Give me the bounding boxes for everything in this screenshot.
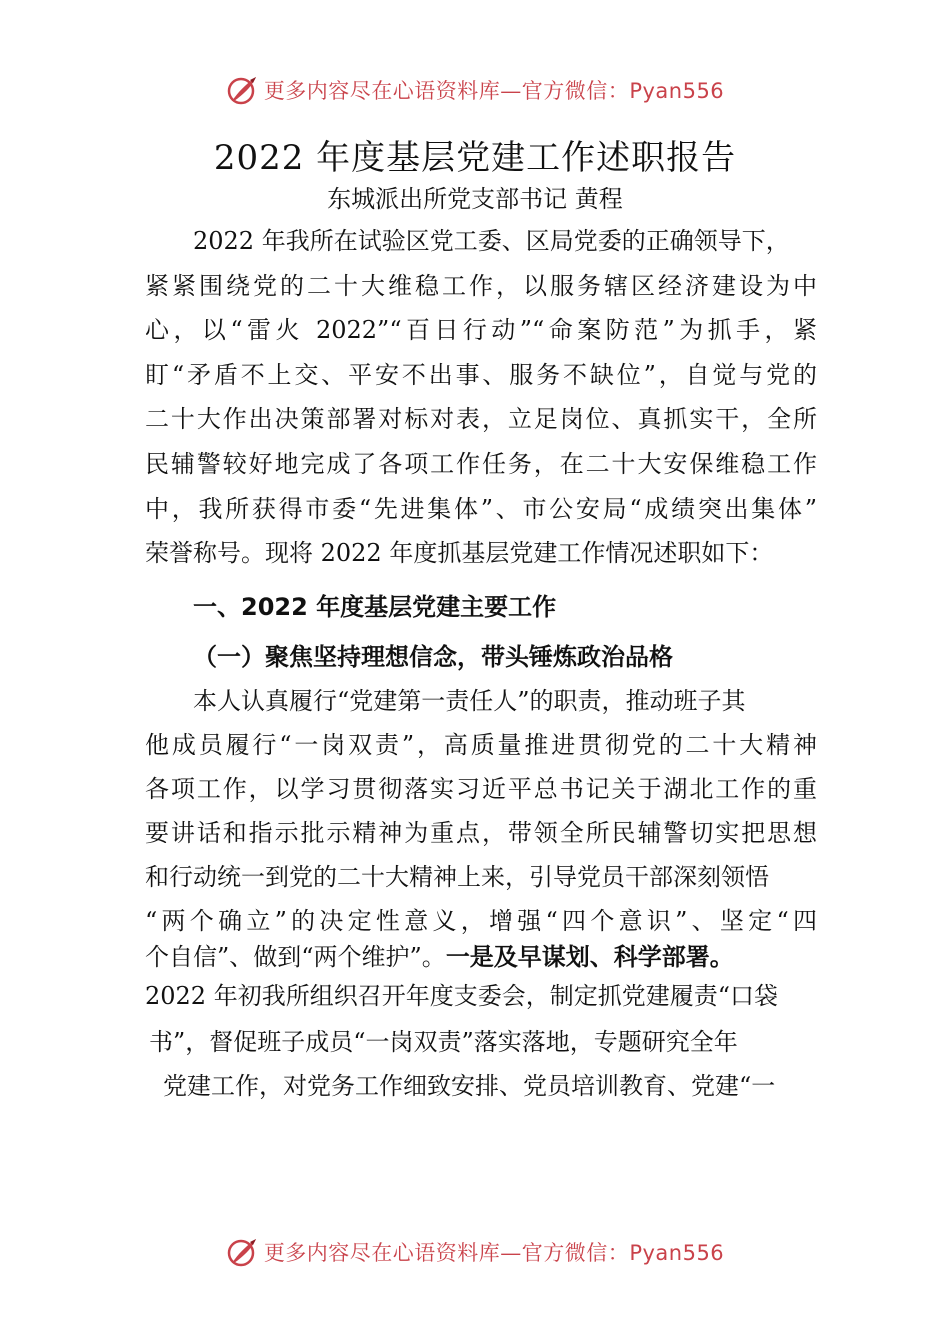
paragraph-line: 盯“矛盾不上交、平安不出事、服务不缺位”，自觉与党的 xyxy=(145,361,817,389)
paragraph-line: 二十大作出决策部署对标对表，立足岗位、真抓实干，全所 xyxy=(145,405,817,433)
paragraph-line: 中，我所获得市委“先进集体”、市公安局“成绩突出集体” xyxy=(145,495,817,523)
paragraph-line: 2022 年初我所组织召开年度支委会，制定抓党建履责“口袋 xyxy=(145,982,778,1010)
paragraph-line: 书”，督促班子成员“一岗双责”落实落地，专题研究全年 xyxy=(149,1028,738,1056)
paragraph-line: 党建工作，对党务工作细致安排、党员培训教育、党建“一 xyxy=(163,1072,776,1100)
paragraph-line: 他成员履行“一岗双责”，高质量推进贯彻党的二十大精神 xyxy=(145,731,817,759)
subsection-heading: （一）聚焦坚持理想信念，带头锤炼政治品格 xyxy=(193,643,673,671)
paragraph-line: 要讲话和指示批示精神为重点，带领全所民辅警切实把思想 xyxy=(145,819,817,847)
quill-logo-icon xyxy=(226,1236,258,1268)
watermark-text: 更多内容尽在心语资料库—官方微信：Pyan556 xyxy=(263,79,725,103)
section-heading: 一、2022 年度基层党建主要工作 xyxy=(193,593,557,621)
paragraph-line: “两个确立”的决定性意义，增强“四个意识”、坚定“四 xyxy=(145,907,817,935)
emphasis-text: 一是及早谋划、科学部署。 xyxy=(445,943,734,971)
paragraph-line xyxy=(145,942,734,972)
quill-logo-icon xyxy=(226,74,258,106)
document-subtitle: 东城派出所党支部书记 黄程 xyxy=(327,185,623,213)
header-watermark xyxy=(0,74,950,106)
paragraph-line: 和行动统一到党的二十大精神上来，引导党员干部深刻领悟 xyxy=(145,863,769,891)
paragraph-line: 2022 年我所在试验区党工委、区局党委的正确领导下， xyxy=(193,227,790,255)
document-title: 2022 年度基层党建工作述职报告 xyxy=(213,138,737,178)
paragraph-line: 民辅警较好地完成了各项工作任务，在二十大安保维稳工作 xyxy=(145,450,817,478)
paragraph-line: 心，以“雷火 2022”“百日行动”“命案防范”为抓手，紧 xyxy=(145,316,817,344)
paragraph-line: 紧紧围绕党的二十大维稳工作，以服务辖区经济建设为中 xyxy=(145,272,817,300)
footer-watermark xyxy=(0,1236,950,1268)
watermark-text: 更多内容尽在心语资料库—官方微信：Pyan556 xyxy=(263,1241,725,1265)
paragraph-text: 个自信”、做到“两个维护”。 xyxy=(145,943,446,971)
paragraph-line: 各项工作，以学习贯彻落实习近平总书记关于湖北工作的重 xyxy=(145,775,817,803)
paragraph-line: 本人认真履行“党建第一责任人”的职责，推动班子其 xyxy=(193,687,746,715)
paragraph-line: 荣誉称号。现将 2022 年度抓基层党建工作情况述职如下： xyxy=(145,539,774,567)
